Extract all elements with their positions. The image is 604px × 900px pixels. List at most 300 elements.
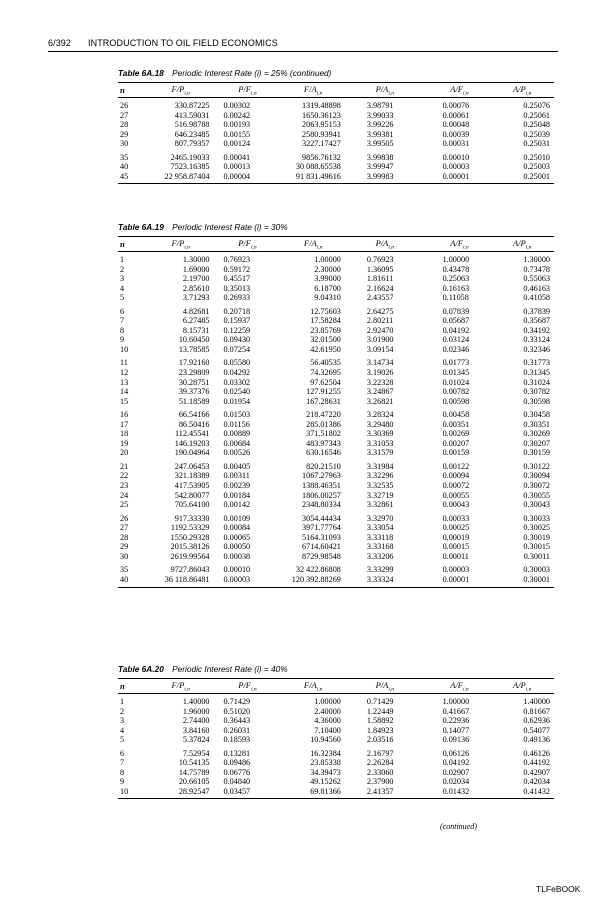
table-cell: 820.21510 xyxy=(306,461,341,471)
table-cell: 3.33206 xyxy=(366,551,394,561)
table-cell: 167.28631 xyxy=(306,396,341,406)
column-header xyxy=(490,680,554,693)
table-cell: 1.84923 xyxy=(366,725,394,735)
table-row xyxy=(118,787,554,797)
table-cell: 0.30019 xyxy=(523,532,550,542)
column-header-label: P/A xyxy=(375,679,389,690)
table-cell: 0.00142 xyxy=(223,500,251,510)
table-cell: 0.02907 xyxy=(442,767,470,777)
table-row xyxy=(118,777,554,787)
table-cell: 1067.27963 xyxy=(302,471,341,481)
table-cell: 0.00124 xyxy=(223,139,251,149)
table-cell: 20.66105 xyxy=(178,777,210,787)
column-header xyxy=(118,85,152,95)
table-cell: 0.00031 xyxy=(442,139,470,149)
table-cell: 1550.29328 xyxy=(170,532,210,542)
table-cell: 97.62504 xyxy=(310,377,341,387)
column-header-subscript: i,n xyxy=(525,244,532,251)
column-header-label: A/P xyxy=(512,237,526,248)
table-cell: 7.10400 xyxy=(314,725,341,735)
row-group xyxy=(118,98,554,151)
table-cell: 91 831.49616 xyxy=(295,171,341,181)
table-cell: 0.34192 xyxy=(523,325,550,335)
column-header xyxy=(429,238,491,251)
table-cell: 51.18589 xyxy=(178,396,210,406)
table-cell: 0.35013 xyxy=(223,283,251,293)
table-cell: 0.31024 xyxy=(523,377,550,387)
table-cell: 0.00055 xyxy=(442,490,470,500)
table-cell: 1 xyxy=(120,255,125,264)
table-cell: 3.99947 xyxy=(366,162,394,172)
table-cell: 3.84160 xyxy=(182,725,210,735)
table-cell: 0.30351 xyxy=(523,419,550,429)
table-cell: 49.15262 xyxy=(310,777,341,787)
table-cell: 9727.86043 xyxy=(170,565,210,575)
table-cell: 0.25063 xyxy=(442,274,470,284)
table-cell: 120 392.88269 xyxy=(291,574,341,584)
table-cell: 6 xyxy=(120,748,125,758)
column-header xyxy=(210,680,286,693)
table-cell: 0.26933 xyxy=(223,293,251,303)
table-cell: 42.61950 xyxy=(310,344,341,354)
table-cell: 1.30000 xyxy=(523,255,550,264)
column-header-subscript: i,n xyxy=(316,244,323,251)
table-cell: 0.00193 xyxy=(223,120,251,130)
table-cell: 413.59031 xyxy=(174,110,210,120)
table-cell: 0.00351 xyxy=(442,419,470,429)
table-cell: 0.00598 xyxy=(442,396,470,406)
table-cell: 9.04310 xyxy=(314,293,341,303)
table-cell: 0.01503 xyxy=(223,410,251,420)
table-cell: 0.37839 xyxy=(523,306,550,316)
running-head xyxy=(48,38,558,48)
table-cell: 9 xyxy=(120,777,125,787)
column-header xyxy=(285,680,341,693)
table-cell: 3.22328 xyxy=(366,377,394,387)
table-cell: 1806.00257 xyxy=(302,490,341,500)
table-row xyxy=(118,378,554,388)
table-cell: 371.51802 xyxy=(306,429,341,439)
table-row xyxy=(118,265,554,275)
table-cell: 0.00038 xyxy=(223,551,251,561)
table-cell: 0.00048 xyxy=(442,120,470,130)
page-number: 6/392 xyxy=(48,38,72,48)
table-cell: 0.81667 xyxy=(523,706,550,716)
table-cell: 2.16624 xyxy=(366,283,394,293)
table-label: Table 6A.20 xyxy=(118,664,164,674)
table-cell: 9856.76132 xyxy=(302,152,341,162)
table-cell: 27 xyxy=(120,110,129,120)
table-cell: 0.76923 xyxy=(366,255,394,264)
column-header xyxy=(285,238,341,251)
table-cell: 0.41432 xyxy=(523,786,550,796)
table-cell: 0.00041 xyxy=(223,152,251,162)
table-cell: 3.33168 xyxy=(366,542,394,552)
table-row xyxy=(118,111,554,121)
table-cell: 0.04292 xyxy=(223,368,251,378)
chapter-title: INTRODUCTION TO OIL FIELD ECONOMICS xyxy=(88,38,278,48)
table-row xyxy=(118,439,554,449)
table-row xyxy=(118,326,554,336)
table-cell: 10.60450 xyxy=(178,335,210,345)
table-cell: 0.00155 xyxy=(223,129,251,139)
table-cell: 247.06453 xyxy=(174,461,210,471)
row-group xyxy=(118,151,554,184)
table-cell: 2.30000 xyxy=(314,264,341,274)
table-cell: 0.18593 xyxy=(223,735,251,745)
table-row xyxy=(118,162,554,172)
table-cell: 30.28751 xyxy=(178,377,210,387)
table-cell: 2.64275 xyxy=(366,306,394,316)
table-row xyxy=(118,514,554,524)
table-row xyxy=(118,448,554,458)
table-cell: 3.14734 xyxy=(366,358,394,368)
table-cell: 4 xyxy=(120,283,125,293)
table-cell: 22 xyxy=(120,471,129,481)
column-header-label: F/A xyxy=(303,679,317,690)
table-cell: 1.00000 xyxy=(442,255,470,264)
column-header-subscript: i,n xyxy=(388,686,394,693)
table-cell: 27 xyxy=(120,523,129,533)
table-cell: 1.69000 xyxy=(182,264,210,274)
table-row xyxy=(118,368,554,378)
column-header xyxy=(118,239,152,249)
table-cell: 5.37824 xyxy=(182,735,210,745)
table-cell: 0.22936 xyxy=(442,716,470,726)
table-row xyxy=(118,749,554,759)
table-cell: 1.00000 xyxy=(442,697,470,706)
table-cell: 3.30369 xyxy=(366,429,394,439)
column-header xyxy=(490,84,554,97)
table-cell: 0.00065 xyxy=(223,532,251,542)
table-row xyxy=(118,130,554,140)
table-cell: 0.01024 xyxy=(442,377,470,387)
column-header-label: P/A xyxy=(375,237,389,248)
table-cell: 3.28324 xyxy=(366,410,394,420)
table-cell: 0.06776 xyxy=(223,767,251,777)
column-header xyxy=(429,84,491,97)
table-cell: 2.16797 xyxy=(366,748,394,758)
column-header-label: F/P xyxy=(171,679,185,690)
table-cell: 0.12259 xyxy=(223,325,251,335)
column-header-label: A/P xyxy=(512,83,526,94)
table-row xyxy=(118,293,554,303)
column-header-label: A/F xyxy=(450,237,463,248)
table-row xyxy=(118,101,554,111)
table-caption xyxy=(118,222,554,232)
table-row xyxy=(118,500,554,510)
table-cell: 3.33324 xyxy=(366,574,394,584)
row-group xyxy=(118,408,554,460)
table-cell: 1192.53329 xyxy=(170,523,210,533)
table-cell: 3.33054 xyxy=(366,523,394,533)
table-cell: 23.85338 xyxy=(310,758,341,768)
column-header-subscript: i,n xyxy=(388,90,394,97)
table-cell: 2 xyxy=(120,706,125,716)
table-cell: 0.46126 xyxy=(523,748,550,758)
column-header-subscript: i,n xyxy=(463,686,469,693)
table-cell: 0.76923 xyxy=(223,255,251,264)
table-cell: 3.32970 xyxy=(366,513,394,523)
table-cell: 0.11058 xyxy=(442,293,469,303)
table-cell: 40 xyxy=(120,574,129,584)
table-cell: 0.30033 xyxy=(523,513,550,523)
table-cell: 0.30072 xyxy=(523,481,550,491)
table-title: Periodic Interest Rate (i) = 25% (continued) xyxy=(172,68,332,78)
table-cell: 1319.48898 xyxy=(302,101,341,110)
table-cell: 2.37900 xyxy=(366,777,394,787)
table-cell: 5164.31093 xyxy=(302,532,341,542)
table-row xyxy=(118,120,554,130)
table-cell: 0.25003 xyxy=(523,162,550,172)
table-cell: 5 xyxy=(120,735,125,745)
table-cell: 7 xyxy=(120,758,125,768)
table-cell: 10 xyxy=(120,344,129,354)
table-cell: 7 xyxy=(120,316,125,326)
table-cell: 6.18700 xyxy=(314,283,341,293)
table-row xyxy=(118,716,554,726)
table-cell: 0.00003 xyxy=(442,162,470,172)
table-cell: 19 xyxy=(120,438,129,448)
table-cell: 0.15937 xyxy=(223,316,251,326)
table-cell: 0.26031 xyxy=(223,725,251,735)
table-cell: 0.31345 xyxy=(523,368,550,378)
header-rule xyxy=(48,51,558,52)
table-row xyxy=(118,481,554,491)
table-cell: 0.41058 xyxy=(523,293,550,303)
table-row xyxy=(118,707,554,717)
column-header xyxy=(490,238,554,251)
table-row xyxy=(118,565,554,575)
table-cell: 22 958.87404 xyxy=(164,171,210,181)
column-header-subscript: i,n xyxy=(184,686,190,693)
table-cell: 0.02540 xyxy=(223,387,251,397)
table-cell: 0.00526 xyxy=(223,448,251,458)
table-cell: 0.07839 xyxy=(442,306,470,316)
column-header-label: F/P xyxy=(171,237,185,248)
table-cell: 20 xyxy=(120,448,129,458)
table-cell: 10.54135 xyxy=(178,758,210,768)
table-cell: 0.00302 xyxy=(223,101,251,110)
row-group xyxy=(118,460,554,512)
table-cell: 1.40000 xyxy=(182,697,210,706)
table-cell: 3.99505 xyxy=(366,139,394,149)
table-cell: 2348.80334 xyxy=(302,500,341,510)
table-cell: 0.30159 xyxy=(523,448,550,458)
table-cell: 15 xyxy=(120,396,129,406)
table-cell: 1.00000 xyxy=(314,697,341,706)
table-row xyxy=(118,139,554,149)
table-cell: 0.00458 xyxy=(442,410,470,420)
table-cell: 1.00000 xyxy=(314,255,341,264)
table-cell: 0.25001 xyxy=(523,171,550,181)
table-cell: 30 088.65538 xyxy=(295,162,341,172)
column-header-subscript: i,n xyxy=(316,90,323,97)
row-group xyxy=(118,747,554,799)
table-row xyxy=(118,397,554,407)
table-cell: 1.58892 xyxy=(366,716,394,726)
table-cell: 0.30207 xyxy=(523,438,550,448)
table-cell: 0.00782 xyxy=(442,387,470,397)
table-cell: 0.00684 xyxy=(223,438,251,448)
table-cell: 0.00184 xyxy=(223,490,251,500)
table-cell: 0.25031 xyxy=(523,139,550,149)
table-cell: 86.50416 xyxy=(178,419,210,429)
table-cell: 1650.36123 xyxy=(302,110,341,120)
table-cell: 74.32695 xyxy=(310,368,341,378)
table-cell: 0.30598 xyxy=(523,396,550,406)
column-header-subscript: i,n xyxy=(463,90,469,97)
table-cell: 4 xyxy=(120,725,125,735)
table-cell: 4.82681 xyxy=(182,306,210,316)
table-cell: 3.99000 xyxy=(314,274,341,284)
table-cell: 3.99381 xyxy=(366,129,394,139)
table-cell: 3054.44434 xyxy=(302,513,341,523)
table-cell: 0.00084 xyxy=(223,523,251,533)
column-header-subscript: i,n xyxy=(250,686,257,693)
table-6a18 xyxy=(118,68,554,184)
table-cell: 2 xyxy=(120,264,125,274)
table-cell: 0.00159 xyxy=(442,448,470,458)
table-cell: 2.19700 xyxy=(182,274,210,284)
table-cell: 3.33299 xyxy=(366,565,394,575)
table-cell: 4.36000 xyxy=(314,716,341,726)
table-row xyxy=(118,697,554,707)
table-cell: 17.92160 xyxy=(178,358,210,368)
table-cell: 0.05580 xyxy=(223,358,251,368)
table-cell: 0.02034 xyxy=(442,777,470,787)
table-cell: 0.09486 xyxy=(223,758,251,768)
table-header xyxy=(118,83,554,97)
row-group xyxy=(118,305,554,357)
table-cell: 35 xyxy=(120,152,129,162)
table-cell: 3.26821 xyxy=(366,396,394,406)
table-cell: 36 118.86481 xyxy=(164,574,210,584)
table-cell: 127.91255 xyxy=(306,387,341,397)
column-header-label: P/A xyxy=(375,83,389,94)
table-cell: 0.25039 xyxy=(523,129,550,139)
table-cell: 8 xyxy=(120,325,125,335)
column-header-subscript: i,n xyxy=(525,90,532,97)
table-cell: 1388.46351 xyxy=(302,481,341,491)
table-cell: 28 xyxy=(120,532,129,542)
table-cell: 34.39473 xyxy=(310,767,341,777)
table-cell: 630.16546 xyxy=(306,448,341,458)
table-cell: 66.54166 xyxy=(178,410,210,420)
table-cell: 11 xyxy=(120,358,128,368)
table-cell: 3 xyxy=(120,274,125,284)
table-cell: 0.71429 xyxy=(223,697,251,706)
table-row xyxy=(118,284,554,294)
table-cell: 0.00239 xyxy=(223,481,251,491)
table-cell: 69.81366 xyxy=(310,786,341,796)
column-header xyxy=(152,84,210,97)
table-cell: 7523.16385 xyxy=(170,162,210,172)
table-cell: 10.94560 xyxy=(310,735,341,745)
table-cell: 3.09154 xyxy=(366,344,394,354)
table-cell: 0.00076 xyxy=(442,101,470,110)
table-row xyxy=(118,462,554,472)
column-header-subscript: i,n xyxy=(184,244,190,251)
table-cell: 1.96000 xyxy=(182,706,210,716)
table-cell: 0.30269 xyxy=(523,429,550,439)
table-cell: 23 xyxy=(120,481,129,491)
table-row xyxy=(118,410,554,420)
table-cell: 0.00015 xyxy=(442,542,470,552)
table-title: Periodic Interest Rate (i) = 40% xyxy=(172,664,288,674)
table-cell: 0.00011 xyxy=(442,551,469,561)
table-cell: 0.01954 xyxy=(223,396,251,406)
table-cell: 0.00072 xyxy=(442,481,470,491)
table-rule xyxy=(118,587,554,588)
table-cell: 8.15731 xyxy=(182,325,210,335)
table-cell: 112.45541 xyxy=(175,429,210,439)
table-cell: 14.75789 xyxy=(178,767,210,777)
table-cell: 0.33124 xyxy=(523,335,550,345)
table-cell: 0.00242 xyxy=(223,110,251,120)
column-header xyxy=(341,238,429,251)
table-cell: 3.32719 xyxy=(366,490,394,500)
continued-note: (continued) xyxy=(440,822,477,831)
table-cell: 218.47220 xyxy=(306,410,341,420)
table-row xyxy=(118,575,554,585)
table-caption xyxy=(118,68,554,78)
table-row xyxy=(118,387,554,397)
table-row xyxy=(118,471,554,481)
table-cell: 0.46163 xyxy=(523,283,550,293)
table-cell: 39.37376 xyxy=(178,387,210,397)
column-header-label: P/F xyxy=(238,83,251,94)
column-header xyxy=(285,84,341,97)
table-cell: 16 xyxy=(120,410,129,420)
table-cell: 0.00050 xyxy=(223,542,251,552)
table-cell: 2.85610 xyxy=(182,283,210,293)
table-cell: 0.71429 xyxy=(366,697,394,706)
table-cell: 6 xyxy=(120,306,125,316)
table-cell: 23.85769 xyxy=(310,325,341,335)
table-cell: 0.00010 xyxy=(442,152,470,162)
table-cell: 17 xyxy=(120,419,129,429)
table-cell: 0.00311 xyxy=(223,471,250,481)
table-row xyxy=(118,335,554,345)
table-cell: 30 xyxy=(120,551,129,561)
table-cell: 0.14077 xyxy=(442,725,470,735)
column-header xyxy=(429,680,491,693)
table-cell: 0.30782 xyxy=(523,387,550,397)
table-row xyxy=(118,758,554,768)
table-cell: 542.80077 xyxy=(174,490,210,500)
table-cell: 0.59172 xyxy=(223,264,251,274)
table-cell: 0.02346 xyxy=(442,344,470,354)
table-cell: 2.26284 xyxy=(366,758,394,768)
table-cell: 0.30001 xyxy=(523,574,550,584)
table-row xyxy=(118,358,554,368)
column-header-subscript: i,n xyxy=(184,90,190,97)
column-header-label: P/F xyxy=(238,679,251,690)
table-cell: 30 xyxy=(120,139,129,149)
table-row xyxy=(118,491,554,501)
table-cell: 3.99838 xyxy=(366,152,394,162)
table-cell: 3.99226 xyxy=(366,120,394,130)
table-cell: 0.05687 xyxy=(442,316,470,326)
table-cell: 0.30011 xyxy=(523,551,550,561)
table-cell: 2063.95153 xyxy=(302,120,341,130)
table-cell: 0.00269 xyxy=(442,429,470,439)
table-cell: 0.00405 xyxy=(223,461,251,471)
table-cell: 2465.19033 xyxy=(170,152,210,162)
table-cell: 0.04840 xyxy=(223,777,251,787)
column-header xyxy=(118,681,152,691)
